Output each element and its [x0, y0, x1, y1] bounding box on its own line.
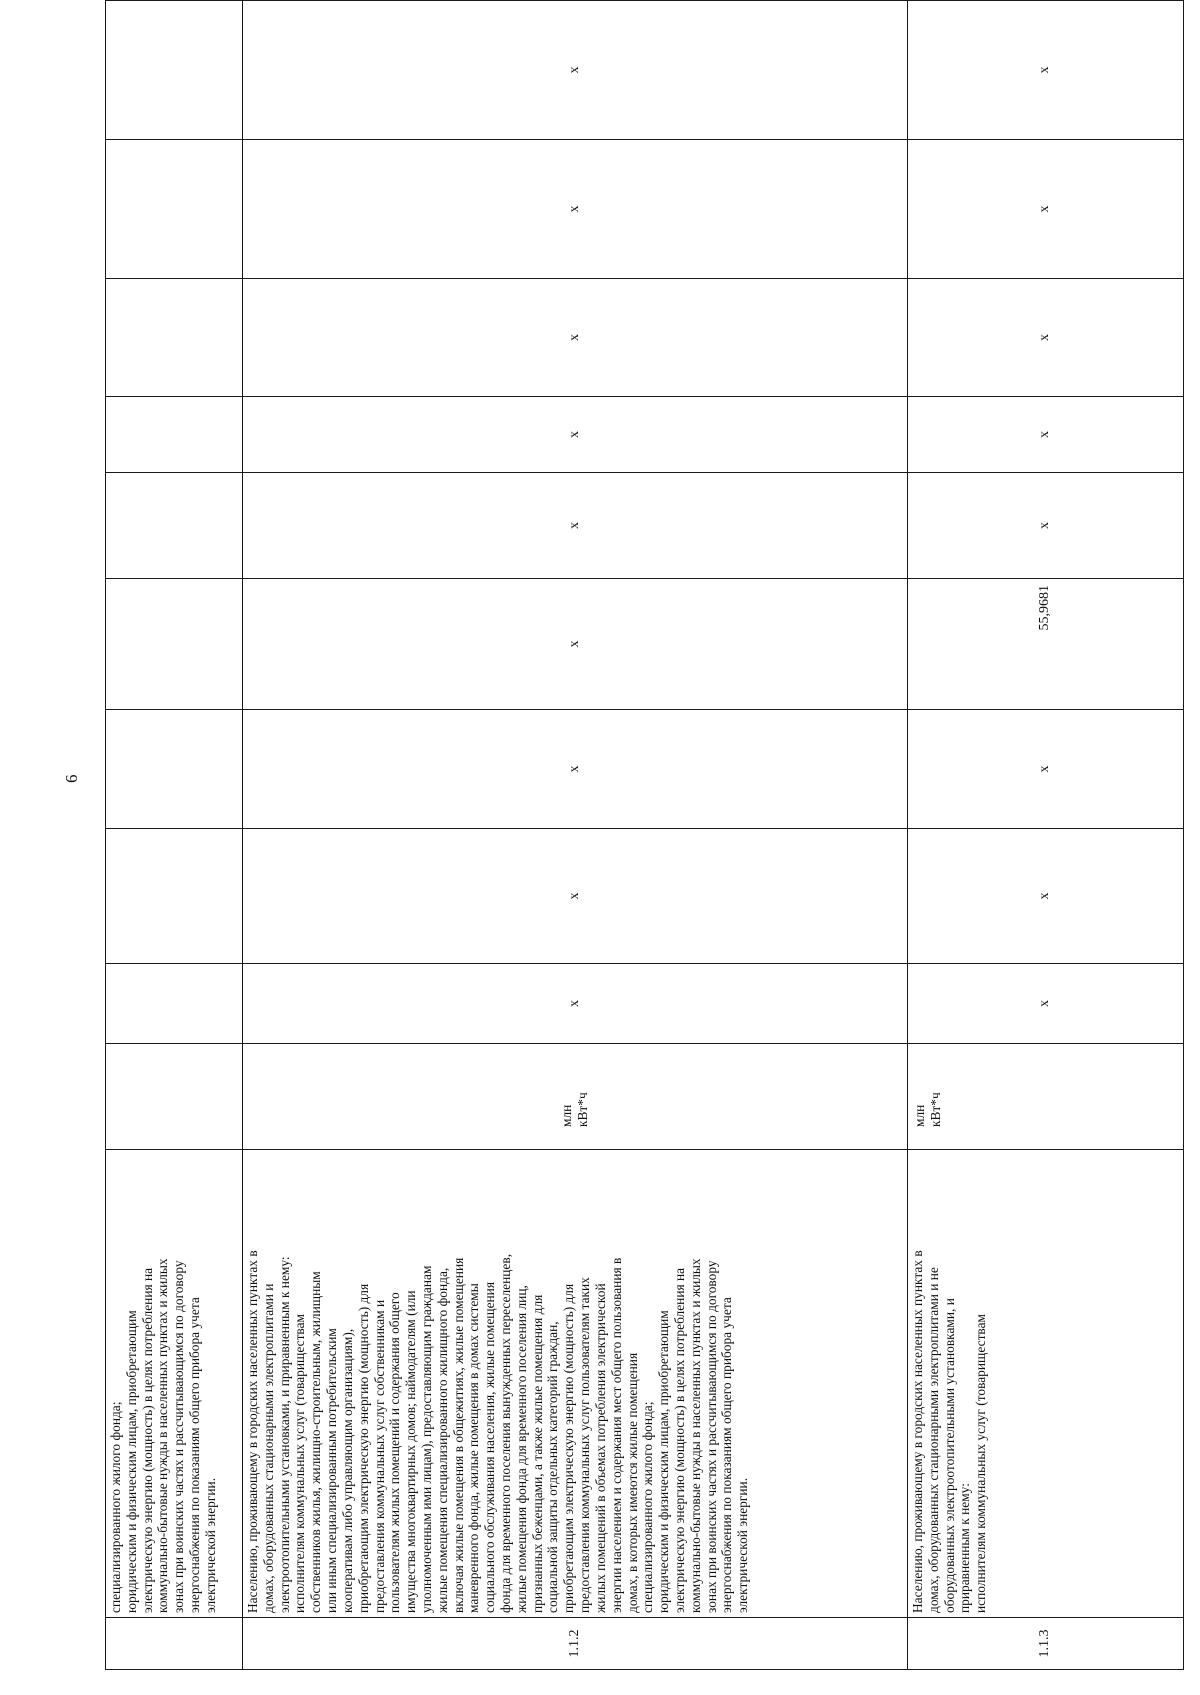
description-line: включая жилые помещения в общежитиях, жилые помещения [450, 1257, 466, 1613]
description-line: специализированного жилого фонда; [640, 1401, 656, 1613]
description-line: коммунально-бытовые нужды в населенных пунктах и жилых [687, 1258, 703, 1613]
description-line: исполнителям коммунальных услуг (товариществам [973, 1314, 989, 1613]
description-line: пользователям жилых помещений и содержания общего [387, 1292, 403, 1613]
value-cell: 55,9681 [908, 579, 1184, 710]
description-line: признанных беженцами, а также жилые помещения для [529, 1294, 545, 1613]
description-line: специализированного жилого фонда; [108, 1401, 123, 1613]
value-cell: x [908, 710, 1184, 829]
value-cell [106, 579, 243, 710]
value-cell [106, 964, 243, 1044]
row-number: 1.1.2 [243, 1618, 908, 1670]
value-cell: x [243, 473, 908, 579]
description-line: электрическую энергию (мощность) в целях потребления на [139, 1267, 155, 1613]
value-cell: x [908, 473, 1184, 579]
description-line: оборудованных электроотопительными установками, и [941, 1298, 957, 1613]
value-cell: x [243, 710, 908, 829]
description-line: зонах при воинских частях и рассчитывающимся по договору [171, 1260, 187, 1613]
description-line: жилые помещения специализированного жилищного фонда, [434, 1267, 450, 1613]
description-line: электрической энергии. [202, 1477, 218, 1613]
unit-cell [908, 1044, 1184, 1150]
value-cell [106, 397, 243, 473]
description-line: собственников жилья, жилищно-строительным, жилищным [308, 1271, 324, 1613]
tariff-table [105, 0, 1184, 1670]
row-description [908, 1150, 1184, 1618]
description-line: жилых помещений в объемах потребления электрической [592, 1283, 608, 1613]
unit-line: кВт*ч [927, 1092, 943, 1127]
row-description [243, 1150, 908, 1618]
unit-line: млн [559, 1104, 575, 1127]
row-number [106, 1618, 243, 1670]
table-row [106, 0, 243, 1670]
value-cell: x [243, 140, 908, 279]
description-line: фонда для временного поселения вынужденных переселенцев, [498, 1253, 513, 1613]
page-number: 6 [62, 774, 81, 783]
description-line: домах, оборудованных стационарными электроплитами и не [925, 1267, 941, 1613]
description-line: социального обслуживания населения, жилые помещения [482, 1281, 498, 1613]
value-cell [106, 279, 243, 397]
description-line: приобретающим электрическую энергию (мощность) для [561, 1283, 577, 1613]
description-line: исполнителям коммунальных услуг (товариществам [292, 1314, 308, 1613]
value-cell: x [243, 964, 908, 1044]
description-line: электроотопительными установками, и приравненным к нему: [276, 1256, 292, 1613]
description-line: Населению, проживающему в городских населенных пунктах в [245, 1250, 260, 1613]
description-line: электрическую энергию (мощность) в целях потребления на [671, 1267, 687, 1613]
value-cell [106, 829, 243, 964]
description-line: маневренного фонда, жилые помещения в домах системы [466, 1283, 482, 1613]
description-line: приравненным к нему: [957, 1483, 973, 1613]
value-cell [243, 0, 908, 1]
unit-line: кВт*ч [575, 1092, 590, 1127]
description-line: предоставления коммунальных услуг пользователям таких [577, 1277, 593, 1613]
value-cell [106, 710, 243, 829]
value-cell: x [243, 579, 908, 710]
description-line: электрической энергии. [735, 1477, 751, 1613]
value-cell: x [908, 964, 1184, 1044]
row-number: 1.1.3 [908, 1618, 1184, 1670]
value-cell: x [908, 1, 1184, 140]
value-cell: x [908, 829, 1184, 964]
value-cell: x [908, 279, 1184, 397]
value-cell [106, 0, 243, 1]
value-cell: x [243, 397, 908, 473]
table-row [243, 0, 908, 1670]
description-line: социальной защиты отдельных категорий граждан, [545, 1321, 561, 1613]
unit-cell [243, 1044, 908, 1150]
value-cell [106, 473, 243, 579]
value-cell [106, 140, 243, 279]
description-line: юридическим и физическим лицам, приобретающим [656, 1310, 672, 1613]
description-line: коммунально-бытовые нужды в населенных пунктах и жилых [155, 1258, 171, 1613]
description-line: энергоснабжения по показаниям общего прибора учета [187, 1297, 203, 1613]
description-line: жилые помещения фонда для временного поселения лиц, [513, 1285, 529, 1613]
value-cell: x [243, 1, 908, 140]
description-line: предоставления коммунальных услуг собственникам и [371, 1299, 387, 1613]
description-line: зонах при воинских частях и рассчитывающимся по договору [703, 1260, 719, 1613]
description-line: юридическим и физическим лицам, приобретающим [123, 1310, 139, 1613]
description-line: уполномоченным ими лицам), предоставляющим гражданам [418, 1265, 434, 1613]
description-line: домах, в которых имеются жилые помещения [624, 1352, 640, 1613]
description-line: имущества многоквартирных домов; наймодателям (или [403, 1290, 419, 1613]
value-cell: x [908, 397, 1184, 473]
value-cell: x [243, 829, 908, 964]
unit-cell [106, 1044, 243, 1150]
row-description [106, 1150, 243, 1618]
value-cell [106, 1, 243, 140]
description-line: домах, оборудованных стационарными электроплитами и [260, 1283, 276, 1613]
description-line: энергоснабжения по показаниям общего прибора учета [719, 1297, 735, 1613]
description-line: Населению, проживающему в городских населенных пунктах в [910, 1250, 925, 1613]
description-line: приобретающим электрическую энергию (мощность) для [355, 1283, 371, 1613]
value-cell [908, 0, 1184, 1]
description-line: кооперативам либо управляющим организациям), [339, 1328, 355, 1613]
unit-line: млн [912, 1104, 927, 1127]
description-line: энергии населением и содержания мест общего пользования в [608, 1257, 624, 1613]
description-line: или иным специализированным потребительским [324, 1328, 340, 1613]
table-row [908, 0, 1184, 1670]
value-cell: x [243, 279, 908, 397]
value-cell: x [908, 140, 1184, 279]
